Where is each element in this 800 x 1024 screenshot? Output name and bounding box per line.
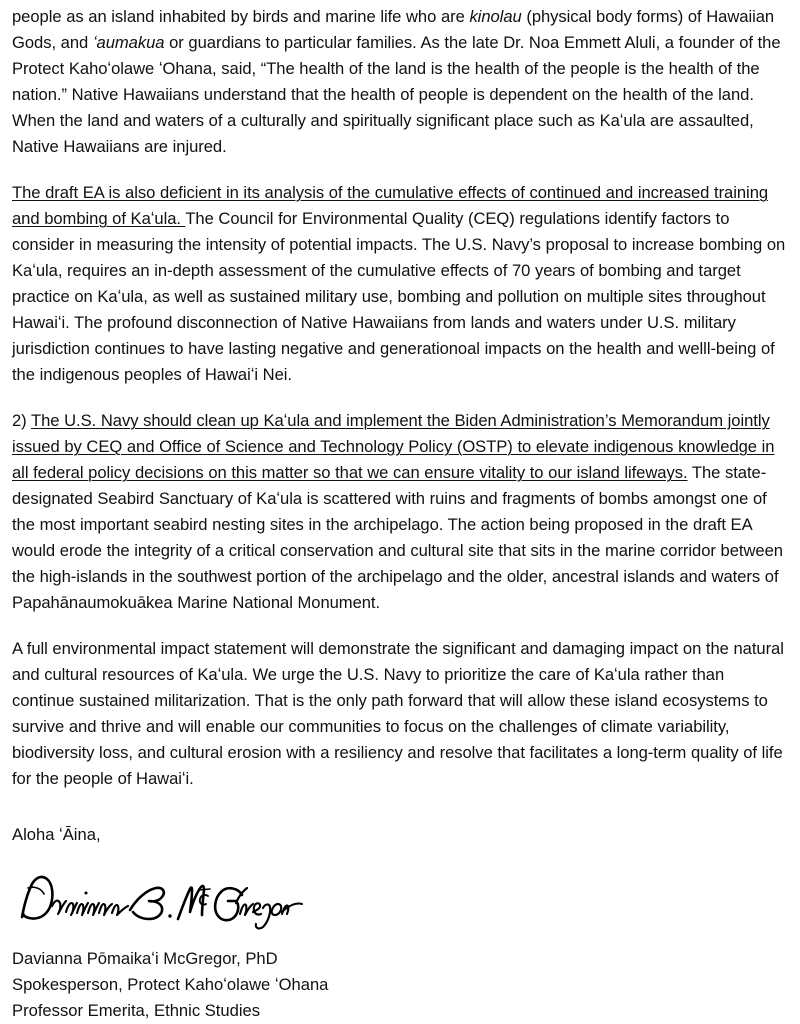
text-run: (physical body forms) of Hawaiian Gods, and (12, 7, 775, 52)
paragraph-1 (12, 4, 790, 160)
text-run: or guardians to particular families. As the late Dr. Noa Emmett Aluli, a founder of the Protect Kahoʻolawe ʻOhana, said, “The health of the land is the health of the people is the health of the nation.” Native Hawaiians understand that the health of people is dependent on the health of the land. When the land and waters of a culturally and spiritually significant place such as Kaʻula are assaulted, Native Hawaiians are injured. (12, 33, 781, 156)
signature-image (14, 870, 790, 932)
underlined-lead-sentence: The draft EA is also deficient in its analysis of the cumulative effects of continued and increased training and bombing of Kaʻula. (12, 183, 769, 228)
signer-name: Davianna Pōmaikaʻi McGregor, PhD (12, 949, 278, 968)
paragraph-2 (12, 180, 790, 388)
text-run: people as an island inhabited by birds and marine life who are (12, 7, 470, 26)
italic-term: ʻaumakua (92, 33, 165, 52)
signer-role: Spokesperson, Protect Kahoʻolawe ʻOhana (12, 975, 329, 994)
underlined-lead-sentence: The U.S. Navy should clean up Kaʻula and implement the Biden Administration’s Memorandum jointly issued by CEQ and Office of Science and Technology Policy (OSTP) to elevate indigenous knowledge in all federal policy decisions on this matter so that we can ensure vitality to our island lifeways. (12, 411, 775, 482)
text-run: A full environmental impact statement will demonstrate the significant and damaging impact on the natural and cultural resources of Kaʻula. We urge the U.S. Navy to prioritize the care of Kaʻula rather than continue sustained militarization. That is the only path forward that will allow these island ecosystems to survive and thrive and will enable our communities to focus on the challenges of climate variability, biodiversity loss, and cultural erosion with a resiliency and resolve that facilitates a long-term quality of life for the people of Hawaiʻi. (12, 639, 784, 788)
signer-affiliation-clipped: Professor Emerita, Ethnic Studies (12, 1001, 261, 1020)
closing-salutation: Aloha ʻĀina, (12, 825, 101, 844)
italic-term: kinolau (469, 7, 522, 26)
text-run: 2) (12, 411, 32, 430)
signature-block (12, 946, 790, 1020)
paragraph-3-numbered-item-2 (12, 408, 790, 616)
spacer (12, 812, 790, 822)
text-run: The Council for Environmental Quality (CEQ) regulations identify factors to consider in measuring the intensity of potential impacts. The U.S. Navy’s proposal to increase bombing on Kaʻula, requires an in-depth assessment of the cumulative effects of 70 years of bombing and target practice on Kaʻula, as well as sustained military use, bombing and pollution on multiple sites throughout Hawaiʻi. The profound disconnection of Native Hawaiians from lands and waters under U.S. military jurisdiction continues to have lasting negative and generationoal impacts on the health and welll-being of the indigenous peoples of Hawaiʻi Nei. (12, 209, 786, 384)
paragraph-4 (12, 636, 790, 792)
text-run: The state-designated Seabird Sanctuary of Kaʻula is scattered with ruins and fragments of bombs amongst one of the most important seabird nesting sites in the archipelago. The action being proposed in the draft EA would erode the integrity of a critical conservation and cultural site that sits in the marine corridor between the high-islands in the southwest portion of the archipelago and the older, ancestral islands and waters of Papahānaumokuākea Marine National Monument. (12, 463, 783, 612)
